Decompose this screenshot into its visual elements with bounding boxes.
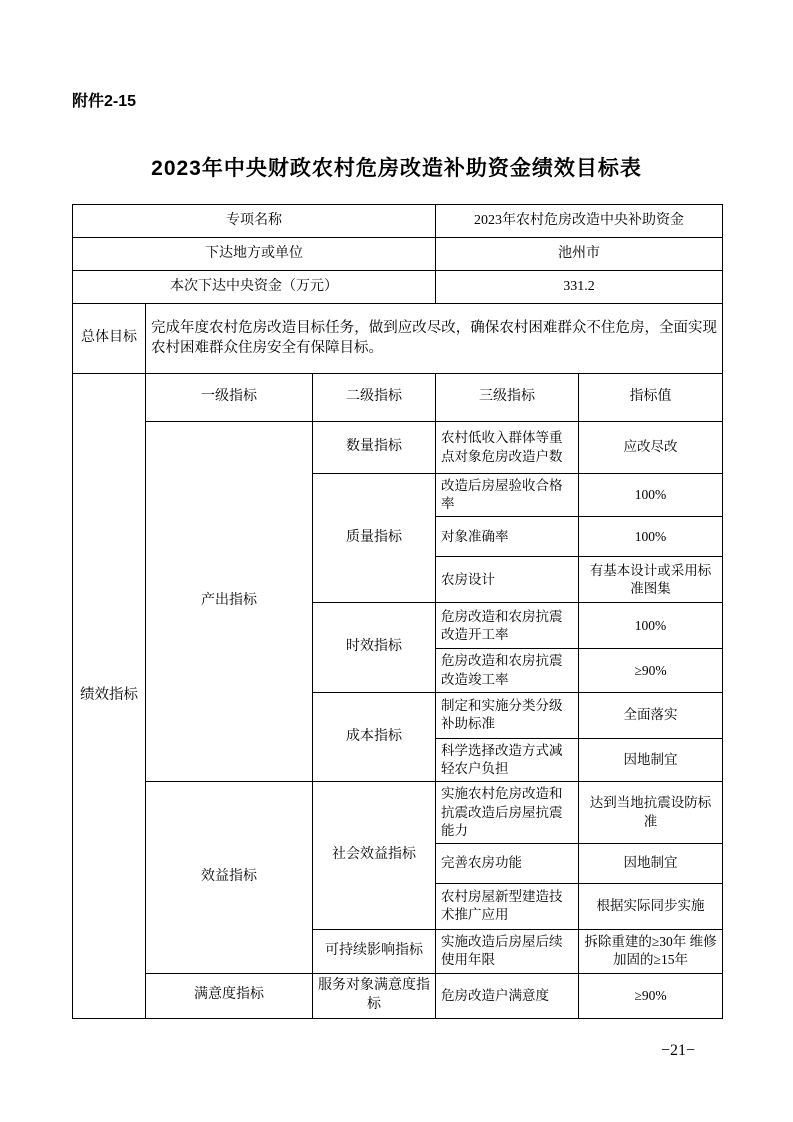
level2-cell-sustainability: 可持续影响指标 xyxy=(313,929,436,973)
l3-cell: 完善农房功能 xyxy=(436,843,579,883)
l3-cell: 科学选择改造方式减轻农户负担 xyxy=(436,738,579,781)
info-row xyxy=(73,205,723,238)
level2-cell-timeliness: 时效指标 xyxy=(313,603,436,692)
value-cell: ≥90% xyxy=(579,973,723,1018)
header-value: 指标值 xyxy=(579,374,723,422)
value-cell: 因地制宜 xyxy=(579,738,723,781)
value-cell: 100% xyxy=(579,603,723,649)
level2-cell-quantity: 数量指标 xyxy=(313,422,436,474)
level2-cell-service-satisfaction: 服务对象满意度指标 xyxy=(313,973,436,1018)
value-cell: 因地制宜 xyxy=(579,843,723,883)
level2-cell-social-benefit: 社会效益指标 xyxy=(313,782,436,930)
l3-cell: 农村房屋新型建造技术推广应用 xyxy=(436,883,579,929)
level1-cell-benefit: 效益指标 xyxy=(146,782,313,974)
info-row xyxy=(73,238,723,271)
header-level1: 一级指标 xyxy=(146,374,313,422)
value-cell: 100% xyxy=(579,517,723,557)
value-cell: 根据实际同步实施 xyxy=(579,883,723,929)
level1-cell-output: 产出指标 xyxy=(146,422,313,782)
overall-goal-row xyxy=(73,304,723,374)
page-number: −21− xyxy=(660,1042,695,1059)
l3-cell: 危房改造户满意度 xyxy=(436,973,579,1018)
l3-cell: 改造后房屋验收合格率 xyxy=(436,474,579,517)
info-value-funds: 331.2 xyxy=(436,271,723,304)
header-level2: 二级指标 xyxy=(313,374,436,422)
l3-cell: 危房改造和农房抗震改造竣工率 xyxy=(436,649,579,692)
indicators-header-row xyxy=(73,374,723,422)
attachment-label: 附件2-15 xyxy=(72,93,137,110)
header-level3: 三级指标 xyxy=(436,374,579,422)
overall-goal-label: 总体目标 xyxy=(73,304,146,374)
value-cell: 应改尽改 xyxy=(579,422,723,474)
info-label-project-name: 专项名称 xyxy=(73,205,436,238)
info-label-recipient: 下达地方或单位 xyxy=(73,238,436,271)
value-cell: 达到当地抗震设防标准 xyxy=(579,782,723,844)
level2-cell-cost: 成本指标 xyxy=(313,692,436,781)
level1-cell-satisfaction: 满意度指标 xyxy=(146,973,313,1018)
l3-cell: 农村低收入群体等重点对象危房改造户数 xyxy=(436,422,579,474)
value-cell: 有基本设计或采用标准图集 xyxy=(579,557,723,603)
info-label-funds: 本次下达中央资金（万元） xyxy=(73,271,436,304)
info-row xyxy=(73,271,723,304)
indicator-row xyxy=(73,422,723,474)
indicators-section-label: 绩效指标 xyxy=(73,374,146,1019)
l3-cell: 农房设计 xyxy=(436,557,579,603)
l3-cell: 危房改造和农房抗震改造开工率 xyxy=(436,603,579,649)
l3-cell: 实施农村危房改造和抗震改造后房屋抗震能力 xyxy=(436,782,579,844)
l3-cell: 对象准确率 xyxy=(436,517,579,557)
overall-goal-text: 完成年度农村危房改造目标任务，做到应改尽改，确保农村困难群众不住危房，全面实现农村困难群众住房安全有保障目标。 xyxy=(146,304,723,374)
info-value-recipient: 池州市 xyxy=(436,238,723,271)
value-cell: ≥90% xyxy=(579,649,723,692)
info-value-project-name: 2023年农村危房改造中央补助资金 xyxy=(436,205,723,238)
value-cell: 全面落实 xyxy=(579,692,723,738)
value-cell: 拆除重建的≥30年 维修加固的≥15年 xyxy=(579,929,723,973)
indicator-row xyxy=(73,973,723,1018)
value-cell: 100% xyxy=(579,474,723,517)
level2-cell-quality: 质量指标 xyxy=(313,474,436,603)
l3-cell: 制定和实施分类分级补助标准 xyxy=(436,692,579,738)
indicator-row xyxy=(73,782,723,844)
performance-target-table xyxy=(72,204,723,1019)
page-title: 2023年中央财政农村危房改造补助资金绩效目标表 xyxy=(151,157,642,180)
l3-cell: 实施改造后房屋后续使用年限 xyxy=(436,929,579,973)
